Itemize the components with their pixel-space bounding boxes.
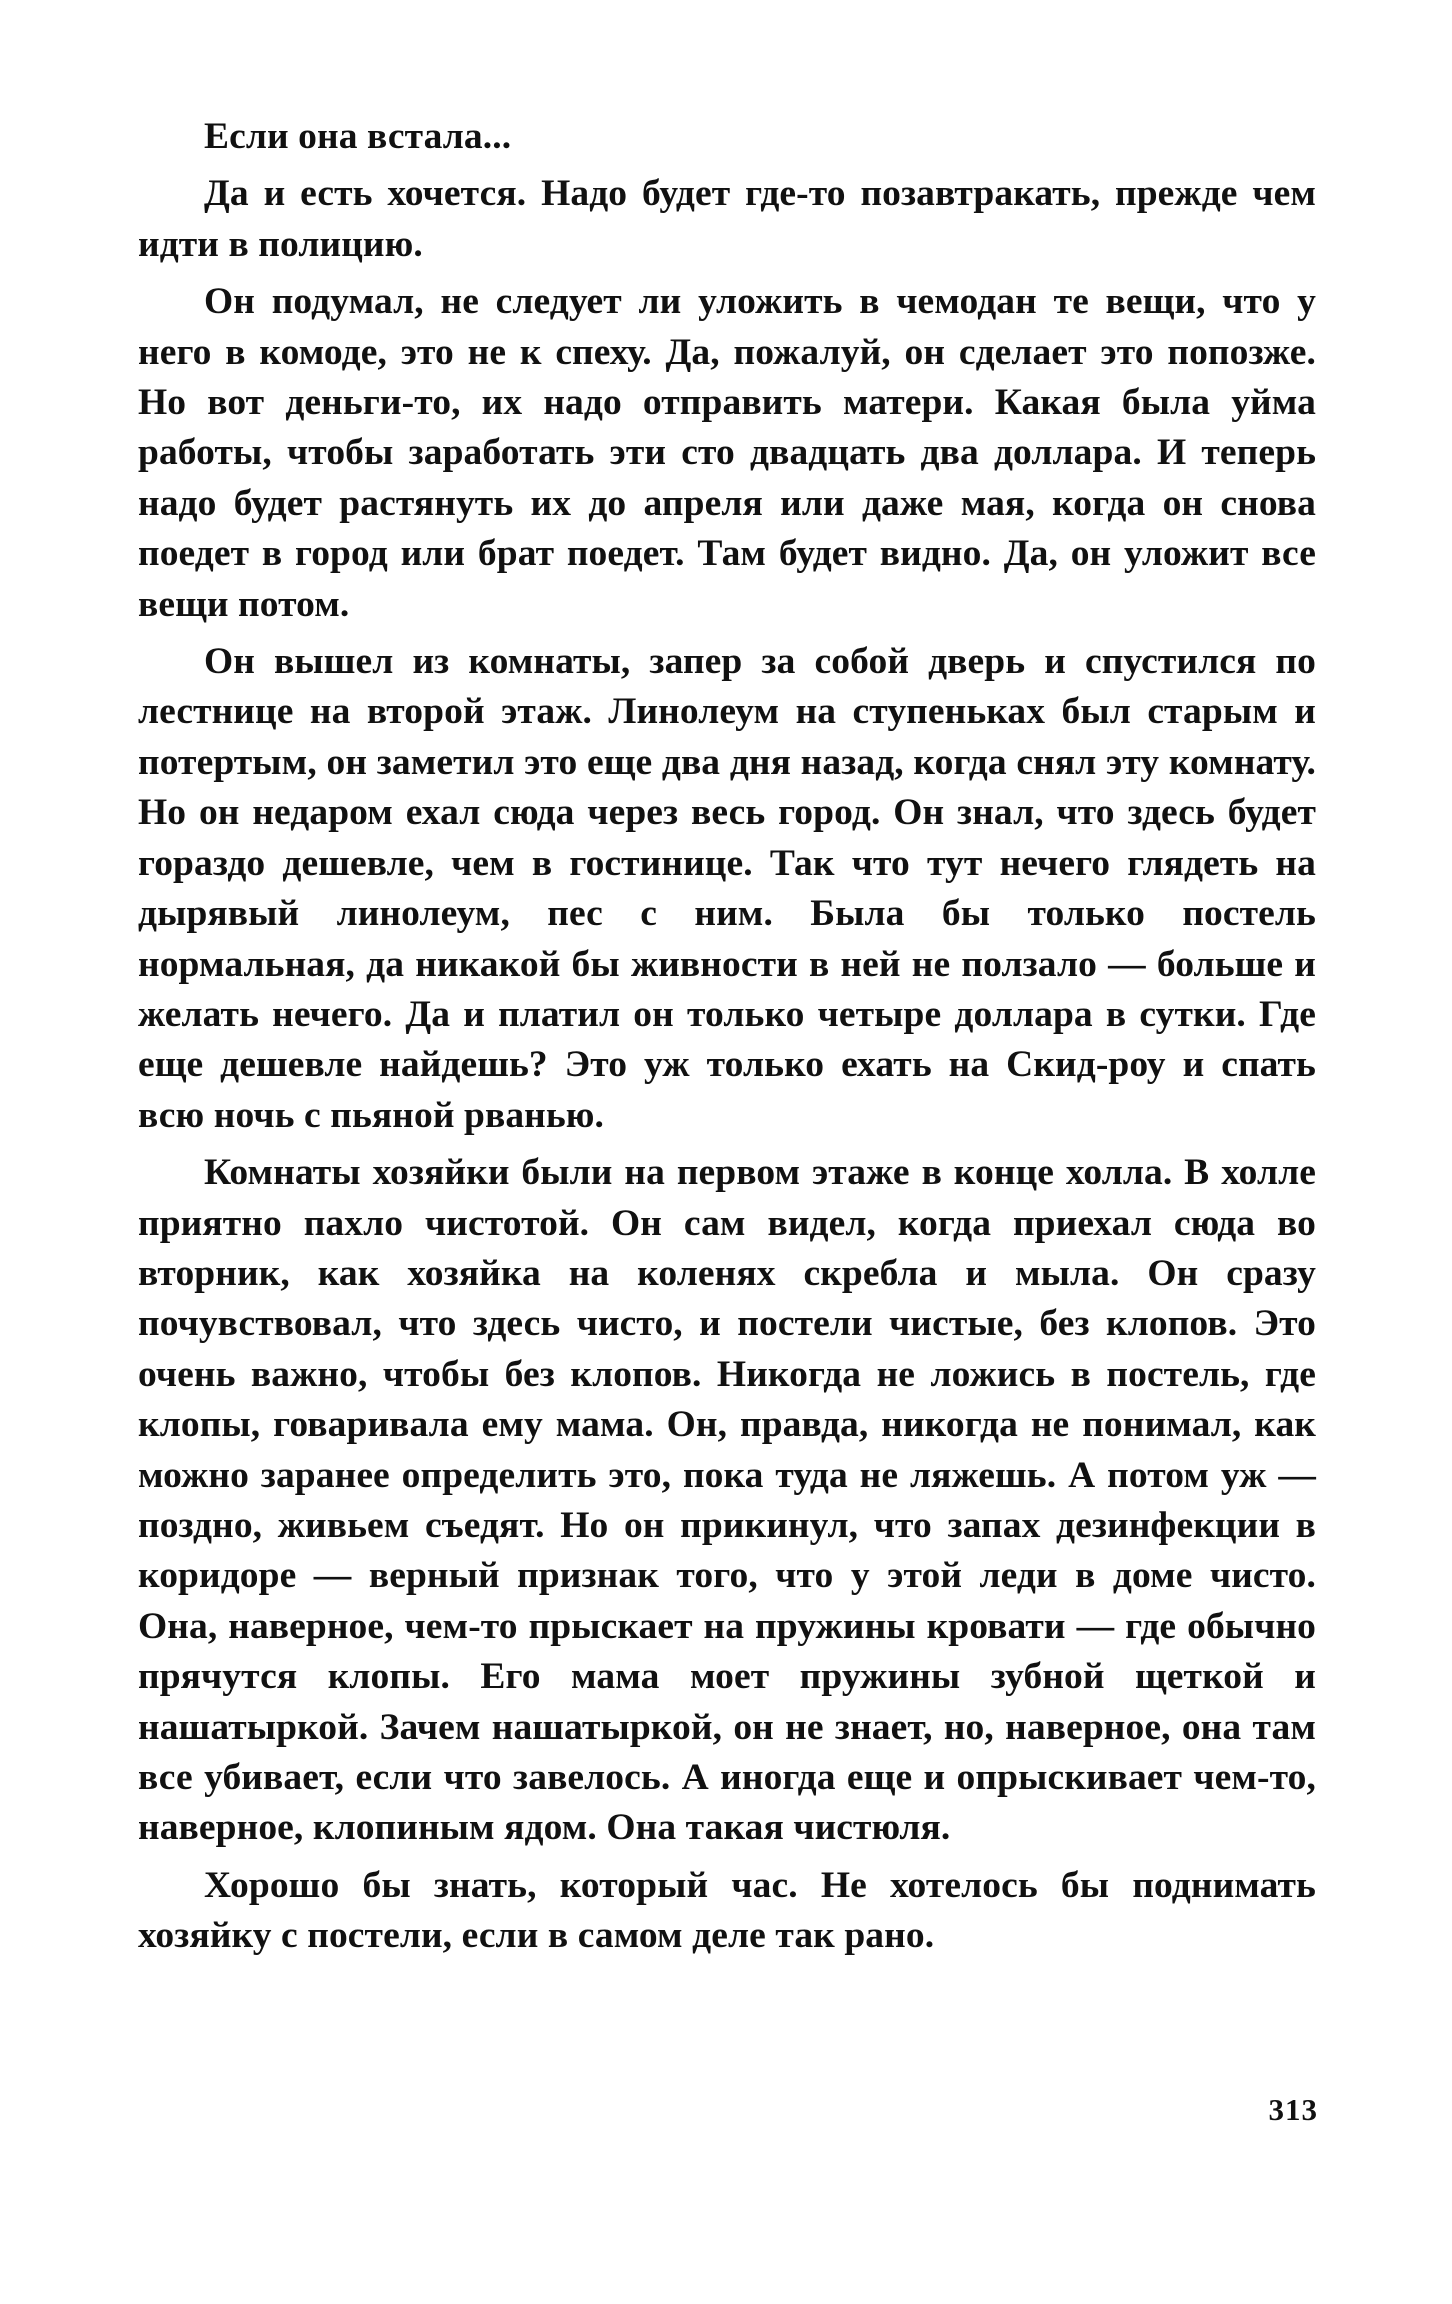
paragraph-5: Комнаты хозяйки были на первом этаже в конце холла. В холле приятно пахло чистотой. Он сам видел, когда приехал сюда во вторник, как хозяйка на коленях скребла и мыла. Он сразу почувствовал, что здесь чисто, и постели чистые, без клопов. Это очень важно, чтобы без клопов. Никогда не ложись в постель, где клопы, говаривала ему мама. Он, правда, никогда не понимал, как можно заранее определить это, пока туда не ляжешь. А потом уж — поздно, живьем съедят. Но он прикинул, что запах дезинфекции в коридоре — верный признак того, что у этой леди в доме чисто. Она, наверное, чем-то прыскает на пружины кровати — где обычно прячутся клопы. Его мама моет пружины зубной щеткой и нашатыркой. Зачем нашатыркой, он не знает, но, наверное, она там все убивает, если что завелось. А иногда еще и опрыскивает чем-то, наверное, клопиным ядом. Она такая чистюля. bbox=[138, 1152, 1316, 1849]
body-text bbox=[138, 112, 1316, 1962]
paragraph-3: Он подумал, не следует ли уложить в чемодан те вещи, что у него в комоде, это не к спеху. Да, пожалуй, он сделает это попозже. Но вот деньги-то, их надо отправить матери. Какая была уйма работы, чтобы заработать эти сто двадцать два доллара. И теперь надо будет растянуть их до апреля или даже мая, когда он снова поедет в город или брат поедет. Там будет видно. Да, он уложит все вещи потом. bbox=[138, 281, 1316, 625]
paragraph-1: Если она встала... bbox=[204, 116, 512, 157]
book-page bbox=[138, 112, 1316, 2262]
page-number: 313 bbox=[1268, 2092, 1318, 2127]
paragraph-2: Да и есть хочется. Надо будет где-то позавтракать, прежде чем идти в полицию. bbox=[138, 173, 1316, 265]
paragraph-6: Хорошо бы знать, который час. Не хотелось бы поднимать хозяйку с постели, если в самом деле так рано. bbox=[138, 1864, 1316, 1957]
paragraph-4: Он вышел из комнаты, запер за собой дверь и спустился по лестнице на второй этаж. Линолеум на ступеньках был старым и потертым, он заметил это еще два дня назад, когда снял эту комнату. Но он недаром ехал сюда через весь город. Он знал, что здесь будет гораздо дешевле, чем в гостинице. Так что тут нечего глядеть на дырявый линолеум, пес с ним. Была бы только постель нормальная, да никакой бы живности в ней не ползало — больше и желать нечего. Да и платил он только четыре доллара в сутки. Где еще дешевле найдешь? Это уж только ехать на Скид-роу и спать всю ночь с пьяной рванью. bbox=[138, 641, 1316, 1136]
